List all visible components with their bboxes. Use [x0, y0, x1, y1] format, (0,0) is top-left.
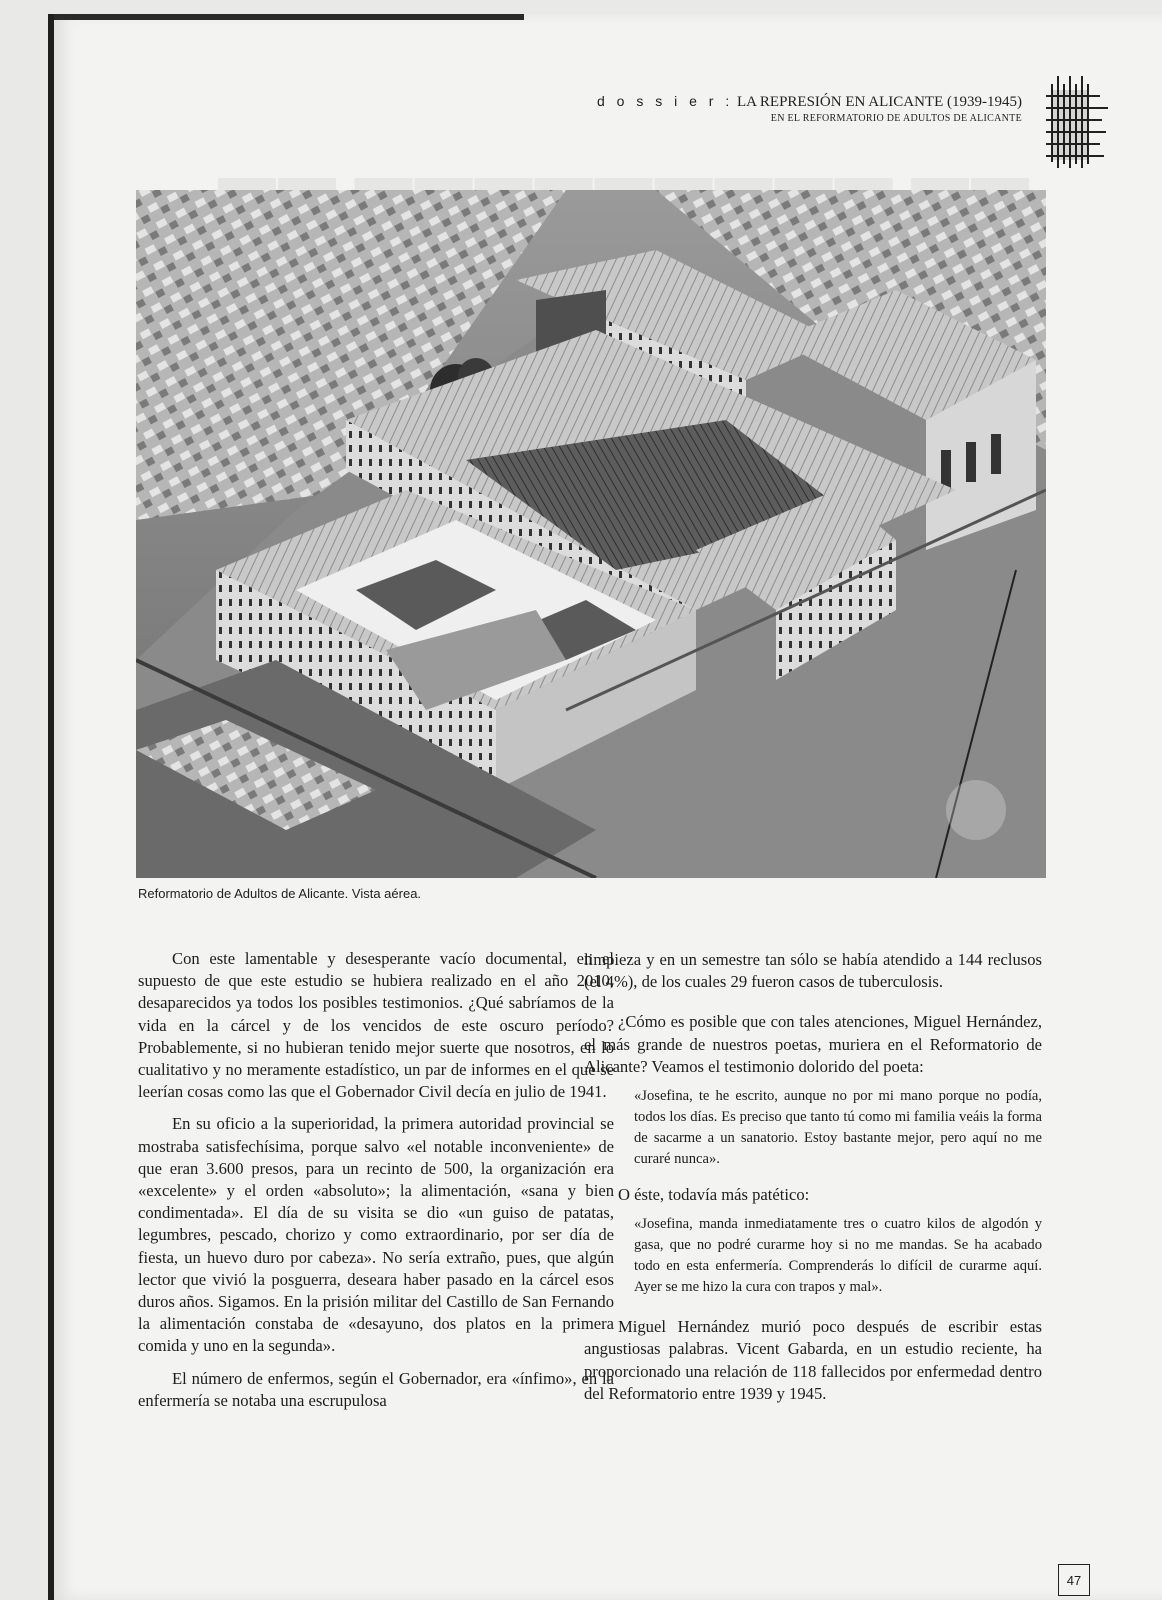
- photo-caption: Reformatorio de Adultos de Alicante. Vista aérea.: [138, 886, 422, 901]
- dossier-title: LA REPRESIÓN EN ALICANTE (1939-1945): [737, 94, 1022, 110]
- right-column: [584, 949, 1042, 1413]
- magazine-page: [48, 14, 1162, 1600]
- right-paragraph-2: ¿Cómo es posible que con tales atenciones, Miguel Hernández, el más grande de nuestros poetas, muriera en el Reformatorio de Alicante? Veamos el testimonio dolorido del poeta:: [584, 1012, 1042, 1076]
- dossier-kicker: d o s s i e r :: [597, 93, 734, 109]
- reformatory-aerial-illustration: [136, 190, 1046, 878]
- dossier-header: [597, 92, 1022, 124]
- letter-quote-1: «Josefina, te he escrito, aunque no por mi mano porque no podía, todos los días. Es preciso que tanto tú como mi familia veáis la forma de sacarme a un sanatorio. Estoy bastante mejor, pero aquí no me curaré nunca».: [634, 1088, 1042, 1168]
- dossier-subtitle: EN EL REFORMATORIO DE ADULTOS DE ALICANTE: [770, 113, 1022, 124]
- letter-quote-2: «Josefina, manda inmediatamente tres o cuatro kilos de algodón y gasa, que no podré curarme hoy si no me mandas. Se ha acabado todo en esta enfermería. Comprenderás lo difícil de curarme aquí. Ayer se me hizo la cura con trapos y mal».: [634, 1216, 1042, 1296]
- left-column: [138, 948, 614, 1422]
- dossier-title-line: [597, 92, 1022, 111]
- left-paragraph-1: Con este lamentable y desesperante vacío documental, en el supuesto de que este estudio se hubiera realizado en el año 2010, desaparecidos ya todos los posibles testimonios. ¿Qué sabríamos de la vida en la cárcel y de los vencidos de este oscuro período? Probablemente, si no hubieran tenido mejor suerte que nosotros, en lo cualitativo y no meramente estadístico, un par de informes en el que se leerían cosas como las que el Gobernador Civil decía en julio de 1941.: [138, 949, 614, 1102]
- right-paragraph-1: limpieza y en un semestre tan sólo se había atendido a 144 reclusos (el 4%), de los cuales 29 fueron casos de tuberculosis.: [584, 950, 1042, 992]
- magazine-logo-icon: [1044, 66, 1114, 176]
- right-paragraph-4: Miguel Hernández murió poco después de escribir estas angustiosas palabras. Vicent Gabarda, en un estudio reciente, ha proporcionado una relación de 118 fallecidos por enfermedad dentro del Reformatorio entre 1939 y 1945.: [584, 1317, 1042, 1403]
- right-paragraph-3: O éste, todavía más patético:: [618, 1185, 810, 1205]
- left-paragraph-2: En su oficio a la superioridad, la primera autoridad provincial se mostraba satisfechísima, porque salvo «el notable inconveniente» de que eran 3.600 presos, para un recinto de 500, la organización era «excelente» y el orden «absoluto»; la alimentación, «sana y bien condimentada». El día de su visita se dio «un guiso de patatas, legumbres, pescado, chorizo y como extraordinario, por ser día de fiesta, un huevo duro por cabeza». No sería extraño, pues, que algún lector que vivió la posguerra, deseara haber pasado en la cárcel esos duros años. Sigamos. En la prisión militar del Castillo de San Fernando la alimentación constaba de «desayuno, dos platos en la primera comida y uno en la segunda».: [138, 1114, 614, 1356]
- aerial-photo: [136, 190, 1046, 878]
- page-number: 47: [1058, 1564, 1090, 1596]
- left-paragraph-3: El número de enfermos, según el Gobernador, era «ínfimo», en la enfermería se notaba una escrupulosa: [138, 1368, 614, 1410]
